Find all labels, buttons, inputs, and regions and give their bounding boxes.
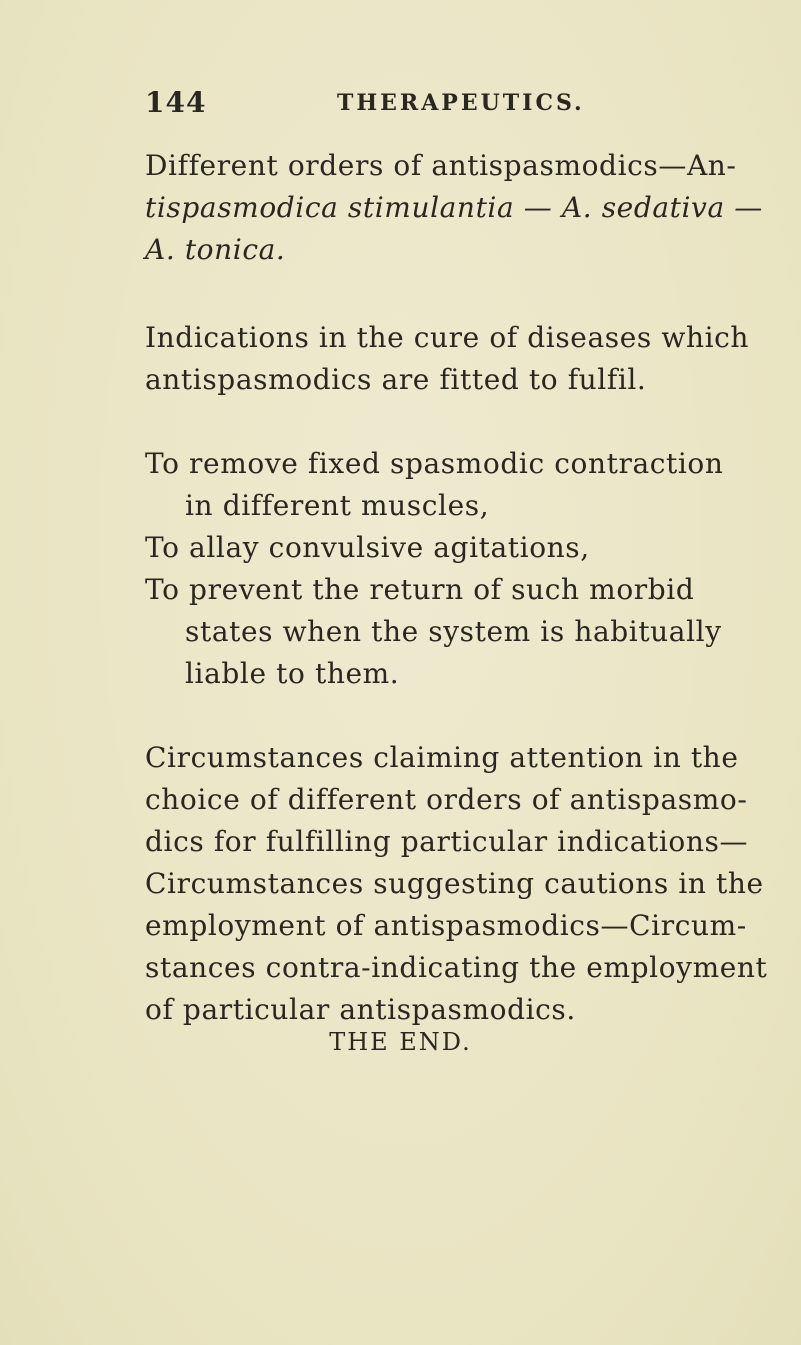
running-title: THERAPEUTICS. bbox=[337, 90, 585, 116]
paragraph-4-line-1: Circumstances claiming attention in the bbox=[145, 741, 739, 774]
paragraph-1-line-2: tispasmodica stimulantia — A. sedativa — bbox=[145, 191, 763, 224]
running-head bbox=[145, 86, 705, 126]
paragraph-2-line-1: Indications in the cure of diseases which bbox=[145, 321, 750, 354]
paragraph-4-line-3: dics for fulfilling particular indications— bbox=[145, 825, 749, 858]
paragraph-3-line-3: To allay convulsive agitations, bbox=[145, 531, 590, 564]
paragraph-3-line-1: To remove fixed spasmodic contraction bbox=[145, 447, 724, 480]
paragraph-4-line-2: choice of different orders of antispasmo- bbox=[145, 783, 748, 816]
paragraph-3-line-2: in different muscles, bbox=[185, 489, 490, 522]
the-end-text: THE END. bbox=[329, 1028, 472, 1056]
paragraph-3-line-5: states when the system is habitually bbox=[185, 615, 722, 648]
paragraph-4-line-4: Circumstances suggesting cautions in the bbox=[145, 867, 764, 900]
paragraph-3-line-6: liable to them. bbox=[185, 657, 400, 690]
paragraph-4-line-6: stances contra-indicating the employment bbox=[145, 951, 768, 984]
paragraph-2-line-2: antispasmodics are fitted to fulfil. bbox=[145, 363, 647, 396]
paragraph-4-line-7: of particular antispasmodics. bbox=[145, 993, 576, 1026]
paragraph-3-line-4: To prevent the return of such morbid bbox=[145, 573, 695, 606]
paragraph-4-line-5: employment of antispasmodics—Circum- bbox=[145, 909, 747, 942]
paragraph-1-line-3: A. tonica. bbox=[145, 233, 286, 266]
paragraph-1-line-1: Different orders of antispasmodics—An- bbox=[145, 149, 737, 182]
page-number: 144 bbox=[145, 86, 207, 119]
